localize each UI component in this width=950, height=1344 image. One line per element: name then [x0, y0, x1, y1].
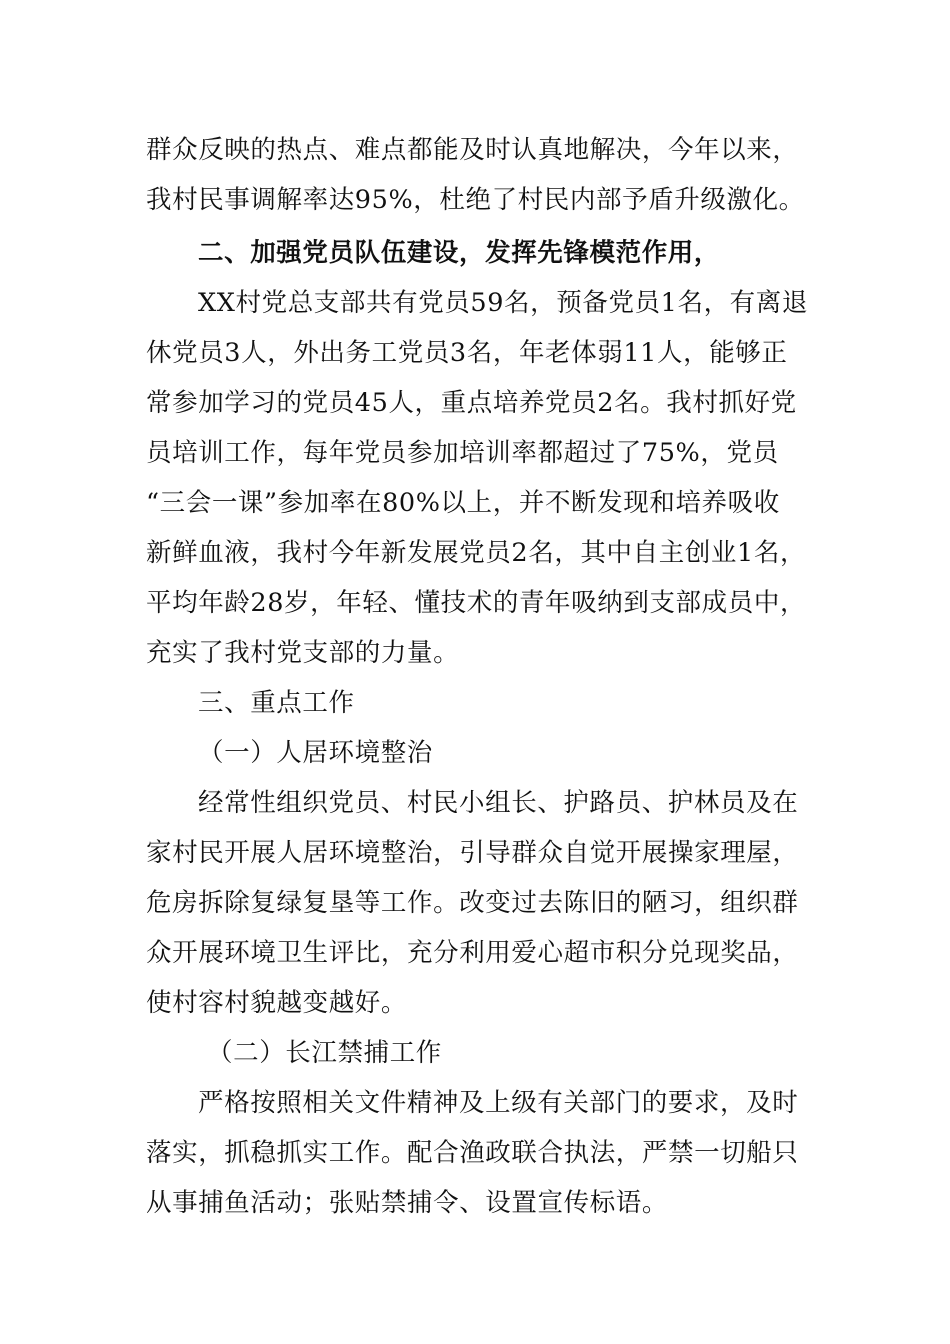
paragraph-line: 休党员3人，外出务工党员3名，年老体弱11人，能够正 — [146, 338, 788, 368]
section-heading: 三、重点工作 — [198, 688, 355, 718]
paragraph-line: 从事捕鱼活动；张贴禁捕令、设置宣传标语。 — [146, 1188, 669, 1218]
paragraph-line: 家村民开展人居环境整治，引导群众自觉开展操家理屋， — [146, 838, 799, 868]
paragraph-line: XX村党总支部共有党员59名，预备党员1名，有离退 — [198, 288, 808, 318]
paragraph-line: 我村民事调解率达95%，杜绝了村民内部予盾升级激化。 — [146, 185, 805, 215]
paragraph-line: 群众反映的热点、难点都能及时认真地解决，今年以来， — [146, 135, 799, 165]
paragraph-line: 员培训工作，每年党员参加培训率都超过了75%，党员 — [146, 438, 779, 468]
subsection-heading: （二）长江禁捕工作 — [207, 1038, 442, 1068]
paragraph-line: 充实了我村党支部的力量。 — [146, 638, 460, 668]
subsection-heading: （一）人居环境整治 — [198, 738, 433, 768]
paragraph-line: 严格按照相关文件精神及上级有关部门的要求，及时 — [198, 1088, 799, 1118]
paragraph-line: 新鲜血液，我村今年新发展党员2名，其中自主创业1名， — [146, 538, 807, 568]
paragraph-line: 危房拆除复绿复垦等工作。改变过去陈旧的陋习，组织群 — [146, 888, 799, 918]
paragraph-line: 众开展环境卫生评比，充分利用爱心超市积分兑现奖品， — [146, 938, 799, 968]
paragraph-line: 平均年龄28岁，年轻、懂技术的青年吸纳到支部成员中， — [146, 588, 807, 618]
paragraph-line: 使村容村貌越变越好。 — [146, 988, 408, 1018]
section-heading: 二、加强党员队伍建设，发挥先锋模范作用， — [198, 238, 721, 268]
paragraph-line: 经常性组织党员、村民小组长、护路员、护林员及在 — [198, 788, 799, 818]
paragraph-line: “三会一课”参加率在80%以上，并不断发现和培养吸收 — [146, 488, 780, 518]
paragraph-line: 常参加学习的党员45人，重点培养党员2名。我村抓好党 — [146, 388, 797, 418]
paragraph-line: 落实，抓稳抓实工作。配合渔政联合执法，严禁一切船只 — [146, 1138, 799, 1168]
